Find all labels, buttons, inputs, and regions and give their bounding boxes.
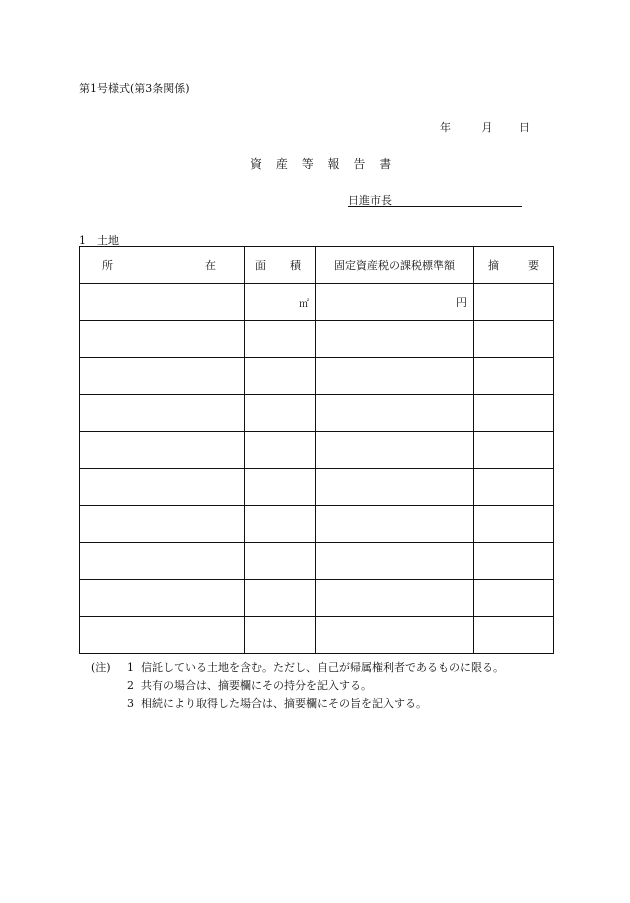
- cell-area[interactable]: [245, 469, 316, 506]
- table-row: [80, 321, 554, 358]
- cell-area[interactable]: [245, 358, 316, 395]
- cell-valuation[interactable]: [316, 284, 474, 321]
- cell-valuation[interactable]: [316, 469, 474, 506]
- section-label: 1 土地: [79, 234, 119, 247]
- valuation-unit: 円: [456, 296, 467, 309]
- cell-remarks[interactable]: [474, 506, 554, 543]
- note-text: 共有の場合は、摘要欄にその持分を記入する。: [141, 679, 372, 692]
- day-label: 日: [519, 121, 530, 134]
- cell-remarks[interactable]: [474, 469, 554, 506]
- header-area: 面 積: [245, 247, 316, 284]
- notes: [91, 659, 504, 713]
- cell-remarks[interactable]: [474, 580, 554, 617]
- note-number: 2: [127, 679, 134, 692]
- table-row: [80, 469, 554, 506]
- cell-valuation[interactable]: [316, 321, 474, 358]
- title-char: 資: [250, 157, 263, 171]
- addressee-underline: [348, 206, 522, 207]
- table-row: [80, 580, 554, 617]
- cell-location[interactable]: [80, 284, 245, 321]
- cell-location[interactable]: [80, 617, 245, 654]
- notes-label: (注): [91, 661, 111, 674]
- addressee: 日進市長: [348, 194, 392, 207]
- cell-remarks[interactable]: [474, 395, 554, 432]
- cell-location[interactable]: [80, 395, 245, 432]
- cell-remarks[interactable]: [474, 321, 554, 358]
- title-char: 書: [379, 157, 392, 171]
- cell-area[interactable]: [245, 432, 316, 469]
- document-title: [250, 155, 401, 172]
- cell-valuation[interactable]: [316, 395, 474, 432]
- area-unit: ㎡: [299, 298, 309, 310]
- cell-area[interactable]: [245, 321, 316, 358]
- note-item: [91, 677, 504, 695]
- table-header-row: [80, 247, 554, 284]
- note-number: 3: [127, 697, 134, 710]
- month-label: 月: [481, 121, 493, 134]
- cell-valuation[interactable]: [316, 580, 474, 617]
- title-char: 告: [353, 157, 366, 171]
- table-row: [80, 432, 554, 469]
- cell-remarks[interactable]: [474, 358, 554, 395]
- cell-location[interactable]: [80, 469, 245, 506]
- title-char: 報: [327, 157, 340, 171]
- cell-valuation[interactable]: [316, 432, 474, 469]
- cell-area[interactable]: [245, 617, 316, 654]
- cell-location[interactable]: [80, 358, 245, 395]
- note-item: [91, 659, 504, 677]
- cell-remarks[interactable]: [474, 617, 554, 654]
- cell-remarks[interactable]: [474, 543, 554, 580]
- cell-location[interactable]: [80, 580, 245, 617]
- table-row: [80, 506, 554, 543]
- cell-area[interactable]: [245, 284, 316, 321]
- cell-location[interactable]: [80, 321, 245, 358]
- title-char: 産: [275, 157, 288, 171]
- note-text: 相続により取得した場合は、摘要欄にその旨を記入する。: [141, 697, 427, 710]
- cell-location[interactable]: [80, 543, 245, 580]
- cell-valuation[interactable]: [316, 358, 474, 395]
- cell-area[interactable]: [245, 395, 316, 432]
- year-label: 年: [440, 121, 451, 134]
- note-item: [91, 695, 504, 713]
- header-valuation: 固定資産税の課税標準額: [316, 247, 474, 284]
- table-row: [80, 543, 554, 580]
- cell-remarks[interactable]: [474, 432, 554, 469]
- cell-valuation[interactable]: [316, 506, 474, 543]
- cell-location[interactable]: [80, 432, 245, 469]
- table-row: [80, 617, 554, 654]
- cell-valuation[interactable]: [316, 543, 474, 580]
- form-number: 第1号様式(第3条関係): [79, 82, 190, 95]
- table-row: [80, 358, 554, 395]
- note-text: 信託している土地を含む。ただし、自己が帰属権利者であるものに限る。: [141, 661, 504, 674]
- cell-area[interactable]: [245, 580, 316, 617]
- cell-remarks[interactable]: [474, 284, 554, 321]
- note-number: 1: [127, 661, 134, 674]
- header-location: 所 在: [80, 247, 245, 284]
- header-remarks: 摘 要: [474, 247, 554, 284]
- date-line: [440, 119, 530, 135]
- cell-location[interactable]: [80, 506, 245, 543]
- cell-area[interactable]: [245, 543, 316, 580]
- table-row: [80, 395, 554, 432]
- land-table: [79, 246, 554, 654]
- cell-valuation[interactable]: [316, 617, 474, 654]
- cell-area[interactable]: [245, 506, 316, 543]
- title-char: 等: [301, 157, 314, 171]
- table-row: [80, 284, 554, 321]
